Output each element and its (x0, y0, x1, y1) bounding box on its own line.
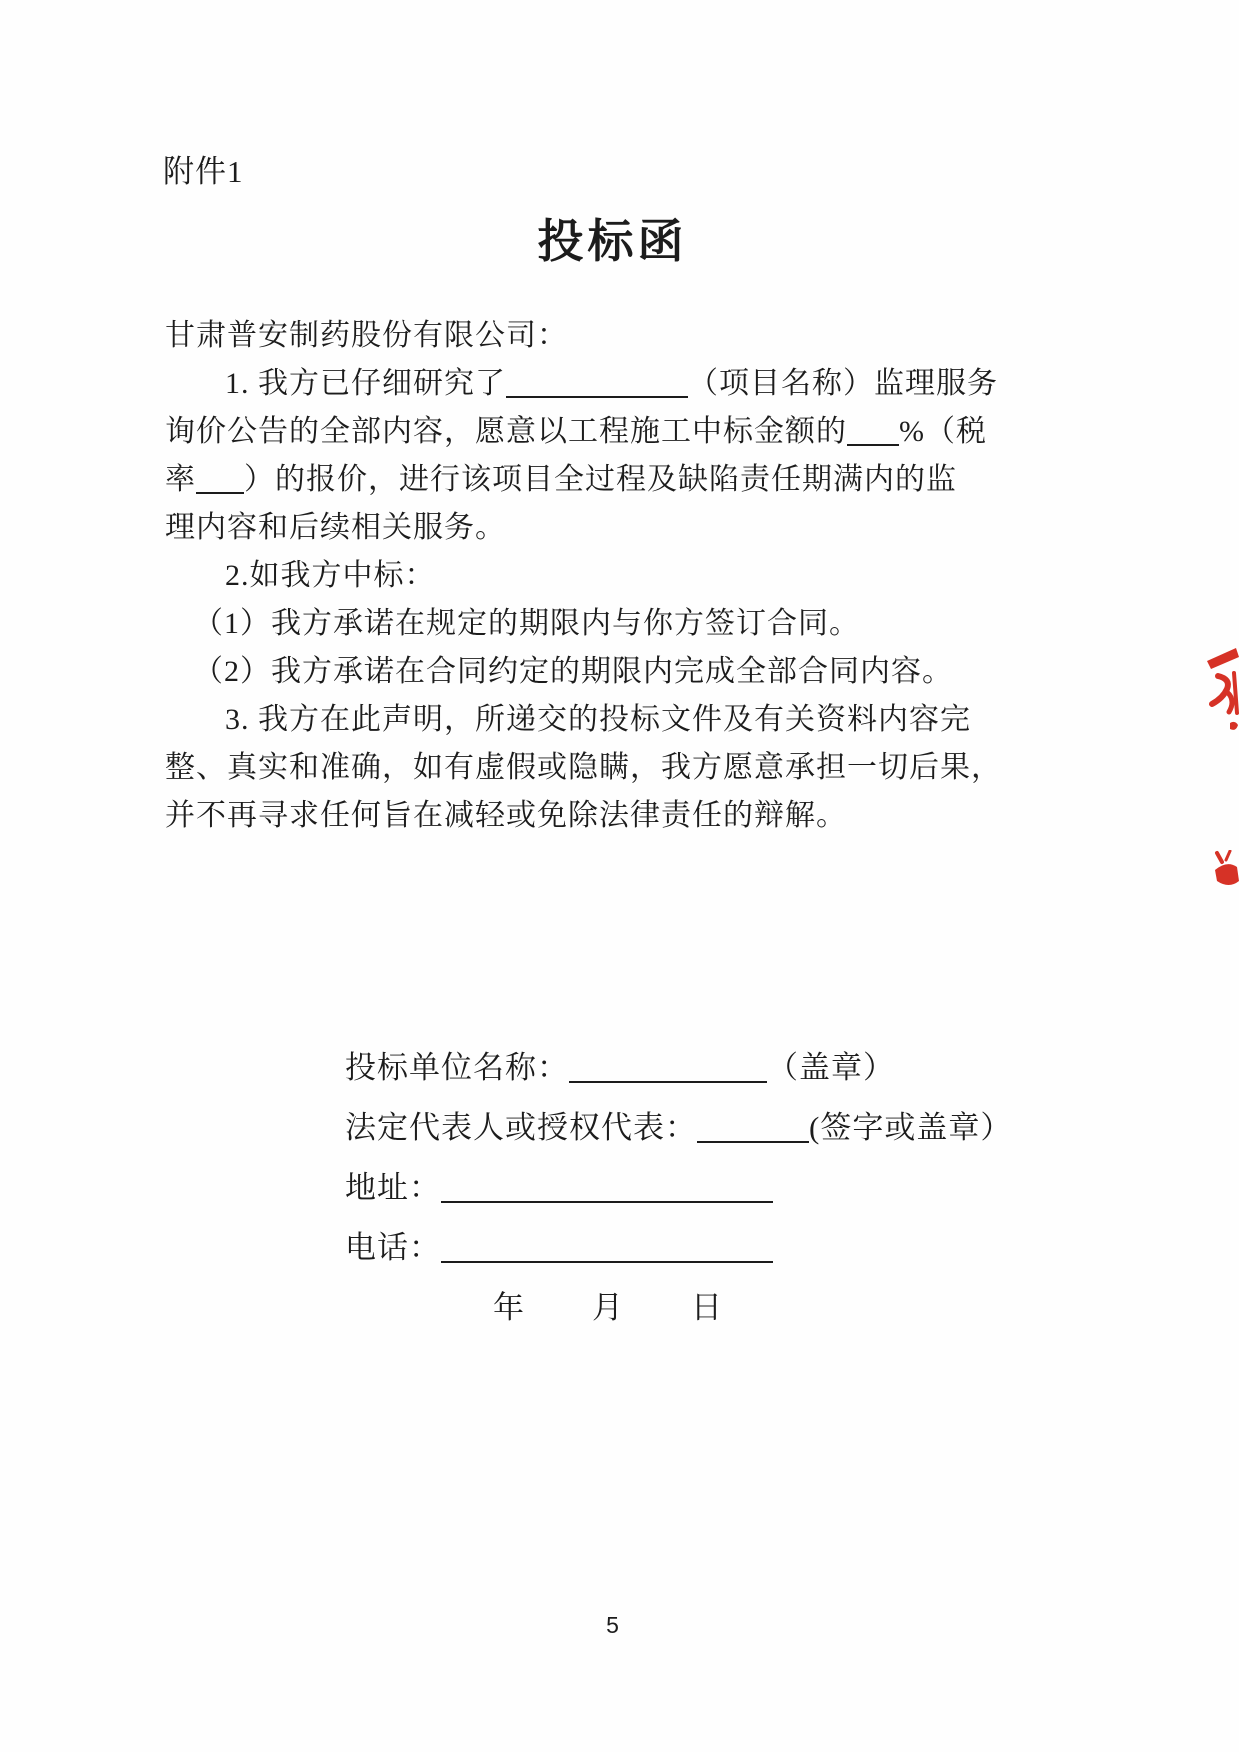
body-line (165, 600, 1085, 648)
body-line (165, 456, 1085, 504)
text-segment: 并不再寻求任何旨在减轻或免除法律责任的辩解。 (165, 799, 847, 832)
text-segment: （项目名称）监理服务 (688, 367, 998, 400)
text-segment: （盖章） (767, 1050, 895, 1085)
blank-underline (441, 1175, 773, 1203)
body-line (165, 696, 1085, 744)
text-segment: 地址： (345, 1170, 441, 1205)
text-segment: 理内容和后续相关服务。 (165, 511, 506, 544)
text-segment: (签字或盖章） (809, 1110, 1013, 1145)
text-segment: 1. 我方已仔细研究了 (225, 367, 506, 400)
document-body (165, 312, 1085, 840)
body-line (165, 552, 1085, 600)
text-segment: 电话： (345, 1230, 441, 1265)
text-segment: 投标单位名称： (345, 1050, 569, 1085)
body-line (165, 744, 1085, 792)
text-segment: ）的报价，进行该项目全过程及缺陷责任期满内的监 (244, 463, 957, 496)
text-segment: 3. 我方在此声明，所递交的投标文件及有关资料内容完 (225, 703, 971, 736)
text-segment: 整、真实和准确，如有虚假或隐瞒，我方愿意承担一切后果， (165, 751, 1002, 784)
red-seal-fragment-upper-icon (1203, 645, 1239, 737)
body-line (165, 408, 1085, 456)
legal-representative-line (345, 1098, 1012, 1158)
blank-underline (196, 466, 244, 494)
text-segment: （1）我方承诺在规定的期限内与你方签订合同。 (193, 607, 860, 640)
body-line (165, 504, 1085, 552)
text-segment: %（税 (899, 415, 987, 448)
blank-underline (441, 1235, 773, 1263)
body-line (165, 360, 1085, 408)
text-segment: （2）我方承诺在合同约定的期限内完成全部合同内容。 (193, 655, 953, 688)
date-line: 年 月 日 (493, 1290, 724, 1325)
document-title: 投标函 (537, 216, 688, 267)
body-line (165, 792, 1085, 840)
salutation-line: 甘肃普安制药股份有限公司： (165, 319, 568, 352)
text-segment: 率 (165, 463, 196, 496)
blank-underline (569, 1055, 767, 1083)
address-line (345, 1158, 1012, 1218)
bidder-name-line (345, 1038, 1012, 1098)
attachment-label: 附件1 (163, 154, 244, 189)
phone-line (345, 1218, 1012, 1278)
text-segment: 法定代表人或授权代表： (345, 1110, 697, 1145)
red-seal-fragment-lower-icon (1209, 850, 1239, 894)
page-number: 5 (606, 1612, 619, 1638)
signature-block (345, 1038, 1012, 1338)
body-line (165, 648, 1085, 696)
text-segment: 2.如我方中标： (225, 559, 436, 592)
blank-underline (847, 418, 899, 446)
blank-underline (697, 1115, 809, 1143)
blank-underline (506, 370, 688, 398)
text-segment: 询价公告的全部内容，愿意以工程施工中标金额的 (165, 415, 847, 448)
